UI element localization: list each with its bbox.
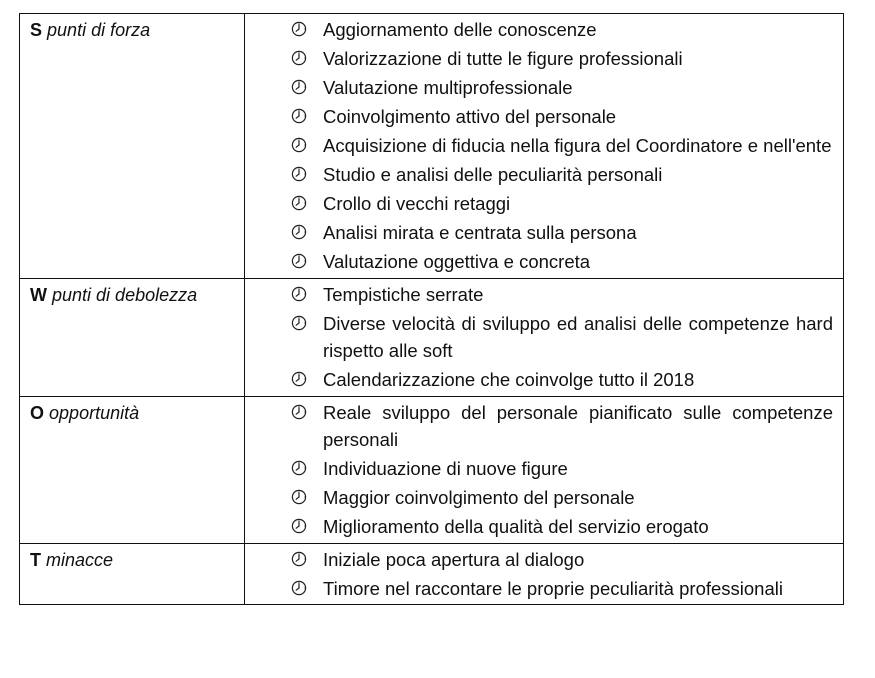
swot-category-cell [20, 14, 245, 279]
swot-category-cell [20, 543, 245, 605]
item-text: Diverse velocità di sviluppo ed analisi delle competenze hard rispetto alle soft [323, 312, 833, 361]
clock-icon [291, 21, 307, 37]
item-text: Valutazione multiprofessionale [323, 77, 573, 98]
swot-category-cell [20, 396, 245, 543]
list-item [291, 455, 833, 483]
list-item [291, 366, 833, 394]
list-item [291, 575, 833, 603]
category-letter: T [30, 549, 41, 570]
list-item [291, 399, 833, 454]
item-list [291, 281, 833, 394]
list-item [291, 513, 833, 541]
list-item [291, 219, 833, 247]
clock-icon [291, 404, 307, 420]
category-letter: W [30, 284, 47, 305]
item-text: Valutazione oggettiva e concreta [323, 251, 591, 272]
item-text: Acquisizione di fiducia nella figura del Coordinatore e nell'ente [323, 135, 832, 156]
category-label: punti di debolezza [52, 284, 198, 305]
swot-category-cell [20, 278, 245, 396]
clock-icon [291, 137, 307, 153]
category-letter: O [30, 402, 45, 423]
clock-icon [291, 286, 307, 302]
list-item [291, 45, 833, 73]
category-label: opportunità [49, 402, 140, 423]
swot-row-weaknesses [20, 278, 844, 396]
item-text: Miglioramento della qualità del servizio erogato [323, 516, 709, 537]
clock-icon [291, 224, 307, 240]
item-text: Maggior coinvolgimento del personale [323, 487, 635, 508]
list-item [291, 484, 833, 512]
swot-items-cell [245, 543, 844, 605]
list-item [291, 103, 833, 131]
item-text: Calendarizzazione che coinvolge tutto il 2018 [323, 369, 695, 390]
list-item [291, 132, 833, 160]
item-text: Crollo di vecchi retaggi [323, 193, 511, 214]
item-text: Individuazione di nuove figure [323, 458, 568, 479]
clock-icon [291, 580, 307, 596]
list-item [291, 16, 833, 44]
item-list [291, 399, 833, 541]
swot-row-opportunities [20, 396, 844, 543]
list-item [291, 161, 833, 189]
swot-items-cell [245, 278, 844, 396]
swot-row-threats [20, 543, 844, 605]
clock-icon [291, 315, 307, 331]
list-item [291, 74, 833, 102]
item-text: Analisi mirata e centrata sulla persona [323, 222, 637, 243]
list-item [291, 310, 833, 365]
clock-icon [291, 489, 307, 505]
item-text: Tempistiche serrate [323, 283, 484, 305]
swot-table [19, 13, 844, 605]
clock-icon [291, 518, 307, 534]
clock-icon [291, 371, 307, 387]
swot-table-body [20, 14, 844, 605]
clock-icon [291, 460, 307, 476]
clock-icon [291, 551, 307, 567]
swot-items-cell [245, 396, 844, 543]
clock-icon [291, 50, 307, 66]
category-label: punti di forza [47, 20, 151, 40]
list-item [291, 281, 833, 309]
swot-items-cell [245, 14, 844, 279]
clock-icon [291, 79, 307, 95]
list-item [291, 248, 833, 276]
item-text: Iniziale poca apertura al dialogo [323, 548, 585, 570]
swot-row-strengths [20, 14, 844, 279]
clock-icon [291, 108, 307, 124]
item-text: Aggiornamento delle conoscenze [323, 19, 597, 40]
item-text: Studio e analisi delle peculiarità personali [323, 164, 663, 185]
list-item [291, 190, 833, 218]
list-item [291, 546, 833, 574]
item-text: Valorizzazione di tutte le figure professionali [323, 48, 683, 69]
category-letter: S [30, 20, 43, 40]
item-text: Reale sviluppo del personale pianificato sulle competenze personali [323, 401, 833, 450]
clock-icon [291, 253, 307, 269]
item-text: Timore nel raccontare le proprie peculiarità professionali [323, 577, 783, 599]
clock-icon [291, 195, 307, 211]
clock-icon [291, 166, 307, 182]
item-list [291, 546, 833, 603]
item-list [291, 16, 833, 276]
item-text: Coinvolgimento attivo del personale [323, 106, 617, 127]
category-label: minacce [46, 549, 114, 570]
